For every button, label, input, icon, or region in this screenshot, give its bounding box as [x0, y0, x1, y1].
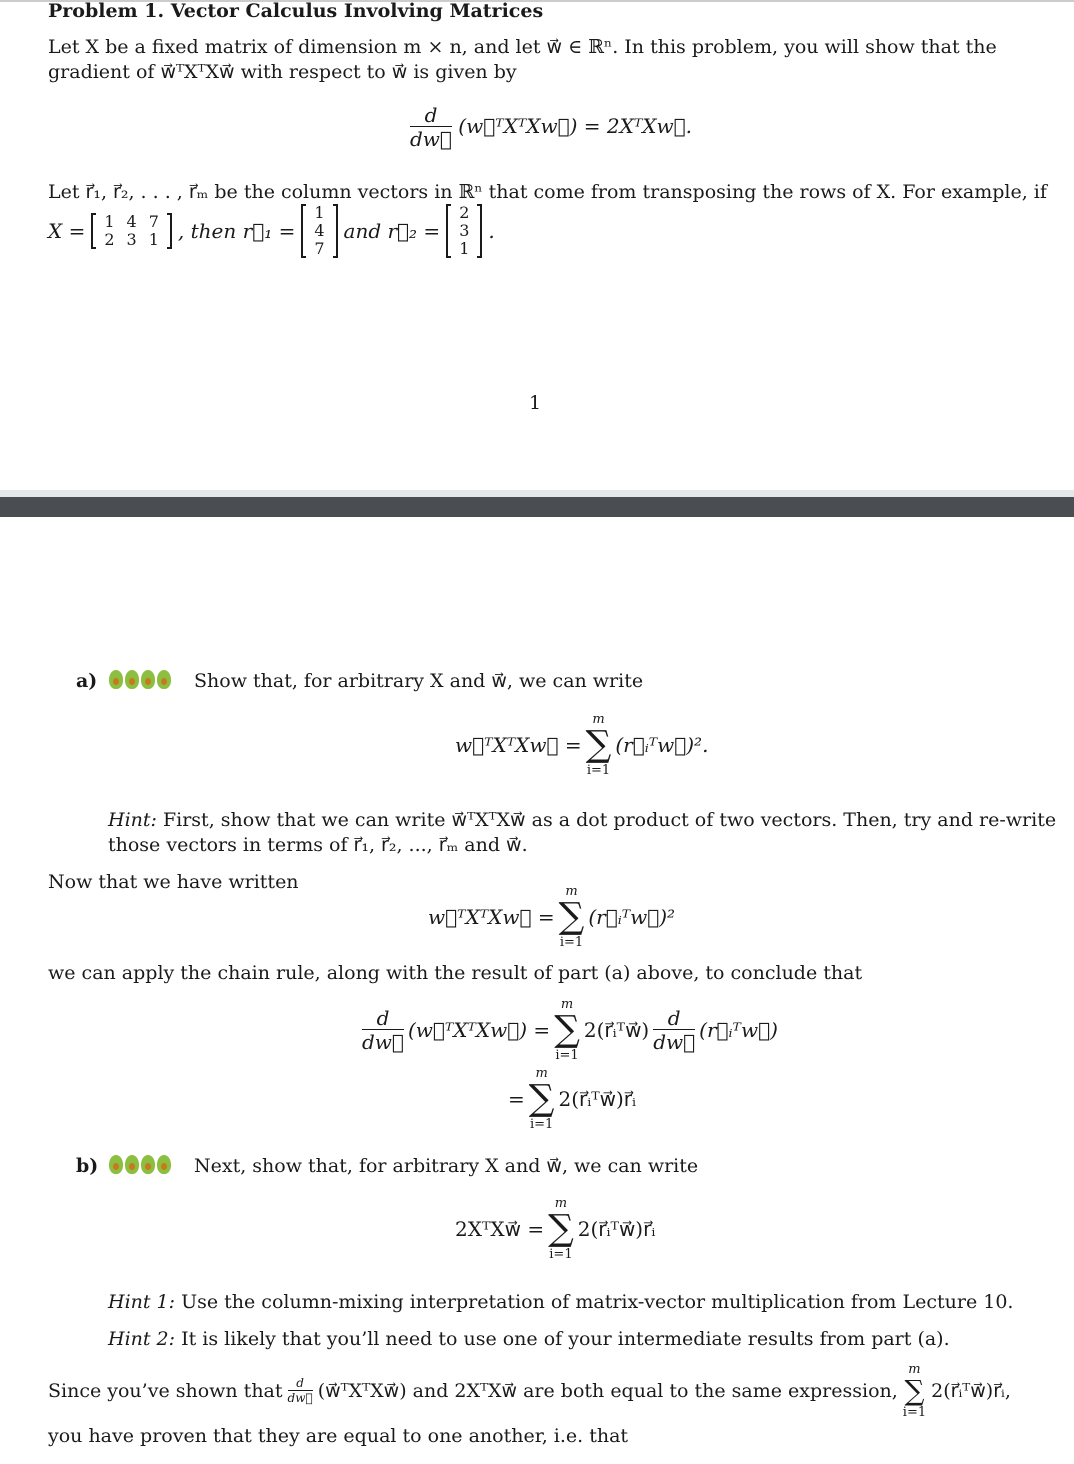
intro-line-1: Let X be a fixed matrix of dimension m × n, and let w⃗ ∈ ℝⁿ. In this problem, you will show that the — [48, 36, 997, 58]
part-a-difficulty — [109, 669, 173, 689]
page-divider — [0, 497, 1074, 517]
r2-vector: 2 3 1 — [446, 204, 482, 258]
chain-equation-1: $\frac{d}{dw⃗}$ (w⃗ᵀXᵀXw⃗) = m ∑ i=1 2(r⃗ᵢᵀw⃗) $\frac{d}{dw⃗}$ (r⃗ᵢᵀw⃗) — [362, 997, 778, 1063]
avocado-icon — [141, 1155, 155, 1174]
part-a-label: a) — [76, 670, 98, 692]
avocado-icon — [125, 1155, 139, 1174]
part-a-prompt: Show that, for arbitrary X and w⃗, we can write — [194, 670, 644, 692]
part-b-hint-2: Hint 2: It is likely that you’ll need to use one of your intermediate results from part (a). — [108, 1328, 950, 1350]
main-equation-text: (w⃗ᵀXᵀXw⃗) = 2XᵀXw⃗. — [458, 114, 692, 138]
main-equation — [410, 104, 692, 151]
avocado-icon — [109, 670, 123, 689]
and-r2-label: and r⃗₂ = — [343, 219, 441, 243]
part-b-difficulty — [109, 1154, 173, 1174]
part-a-hint-2: those vectors in terms of r⃗₁, r⃗₂, ..., r⃗ₘ and w⃗. — [108, 834, 528, 856]
part-b-equation: 2XᵀXw⃗ = m ∑ i=1 2(r⃗ᵢᵀw⃗)r⃗ᵢ — [455, 1196, 656, 1262]
part-a-hint-1: Hint: First, show that we can write w⃗ᵀXᵀXw⃗ as a dot product of two vectors. Then, try and re-write — [108, 809, 1057, 831]
now-equation: w⃗ᵀXᵀXw⃗ = m ∑ i=1 (r⃗ᵢᵀw⃗)² — [428, 884, 676, 950]
conclusion-last-line: you have proven that they are equal to one another, i.e. that — [48, 1425, 629, 1447]
sum-symbol: m ∑ i=1 — [558, 884, 585, 950]
r1-vector: 1 4 7 — [301, 204, 337, 258]
now-text: Now that we have written — [48, 871, 299, 893]
avocado-icon — [125, 670, 139, 689]
avocado-icon — [157, 670, 171, 689]
avocado-icon — [141, 670, 155, 689]
sum-symbol: m ∑ i=1 — [554, 997, 580, 1063]
chain-equation-2: = m ∑ i=1 2(r⃗ᵢᵀw⃗)r⃗ᵢ — [508, 1066, 637, 1132]
sum-symbol: m ∑ i=1 — [902, 1362, 927, 1420]
part-a-eq-lhs: w⃗ᵀXᵀXw⃗ = — [455, 733, 582, 757]
rows-definition: Let r⃗₁, r⃗₂, . . . , r⃗ₘ be the column vectors in ℝⁿ that come from transposing the rows of X. For example, if — [48, 181, 1047, 203]
page-number: 1 — [529, 392, 542, 414]
sum-symbol: m ∑ i=1 — [585, 712, 612, 778]
sum-symbol: m ∑ i=1 — [528, 1066, 555, 1132]
part-a-eq-rhs: (r⃗ᵢᵀw⃗)². — [615, 733, 709, 757]
x-matrix: 1 4 7 2 3 1 — [91, 213, 172, 249]
part-b-prompt: Next, show that, for arbitrary X and w⃗, we can write — [194, 1155, 699, 1177]
part-b-hint-1: Hint 1: Use the column-mixing interpretation of matrix-vector multiplication from Lecture 10. — [108, 1291, 1014, 1313]
avocado-icon — [157, 1155, 171, 1174]
chain-rule-text: we can apply the chain rule, along with the result of part (a) above, to conclude that — [48, 962, 863, 984]
derivative-fraction: $\frac{d}{dw⃗}$ — [410, 103, 452, 151]
period: . — [488, 219, 495, 243]
sum-symbol: m ∑ i=1 — [548, 1196, 574, 1262]
page-gap — [0, 490, 1074, 497]
problem-heading: Problem 1. Vector Calculus Involving Matrices — [48, 0, 544, 22]
then-r1-label: , then r⃗₁ = — [177, 219, 296, 243]
intro-line-2: gradient of w⃗ᵀXᵀXw⃗ with respect to w⃗ is given by — [48, 61, 517, 83]
avocado-icon — [109, 1155, 123, 1174]
part-a-equation — [455, 712, 708, 778]
example-equation — [48, 204, 495, 258]
conclusion-line: Since you’ve shown that $\frac{d}{dw⃗}$ (w⃗ᵀXᵀXw⃗) and 2XᵀXw⃗ are both equal to the same expression, m ∑ i=1 2(r⃗ᵢᵀw⃗)r⃗ᵢ, — [48, 1362, 1011, 1420]
part-b-label: b) — [76, 1155, 99, 1177]
x-label: X = — [48, 219, 86, 243]
